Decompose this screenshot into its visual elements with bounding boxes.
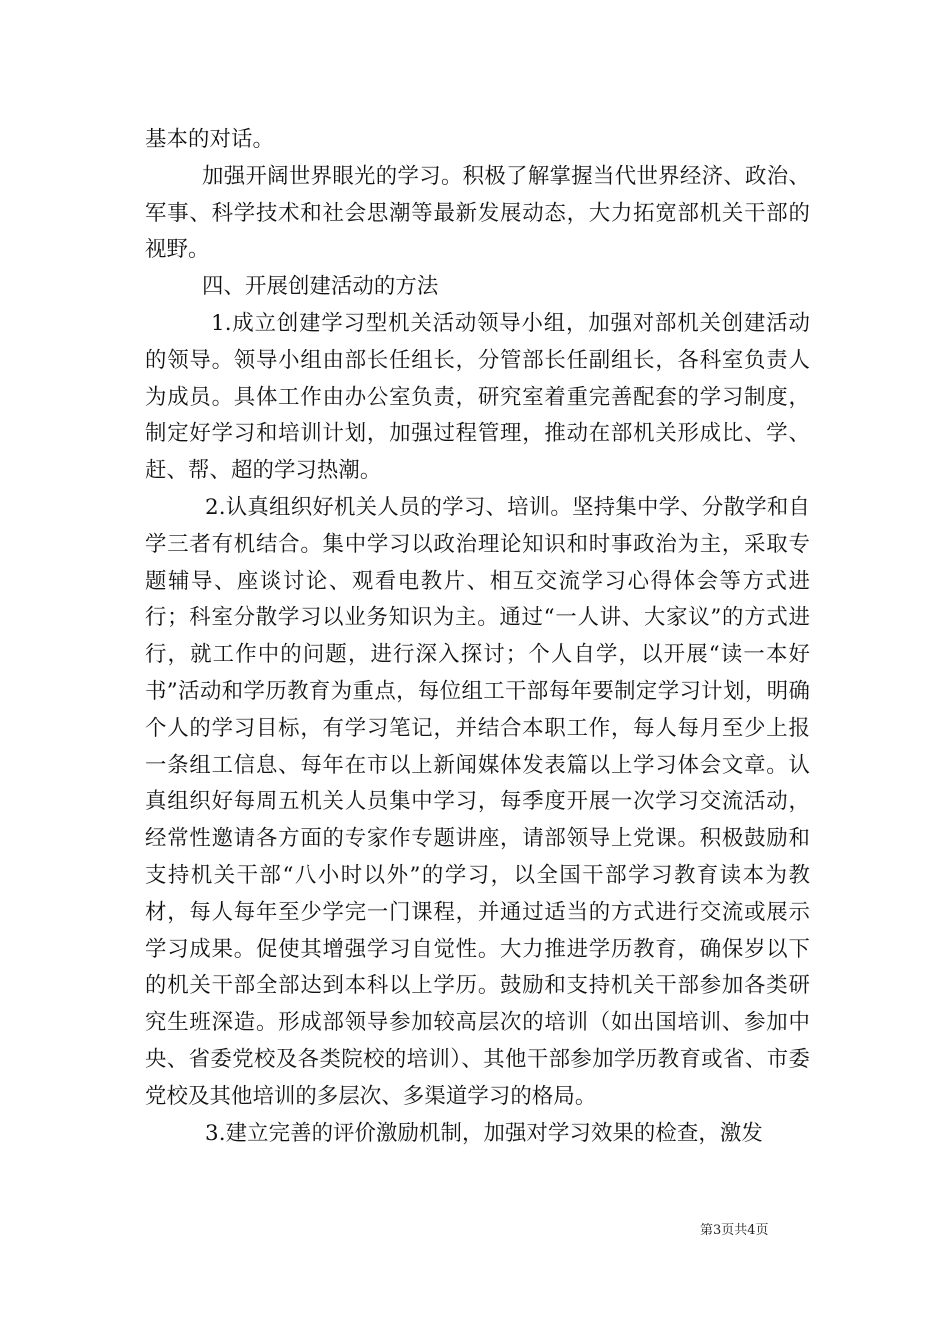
paragraph-continuation: 基本的对话。 [145,127,274,152]
page-number-footer: 第3页共4页 [700,1223,769,1238]
paragraph-item-3: 3.建立完善的评价激励机制，加强对学习效果的检查，激发 [205,1120,763,1146]
paragraph-item-2: 2.认真组织好机关人员的学习、培训。坚持集中学、分散学和自学三者有机结合。集中学习以政治理论知识和时事政治为主，采取专题辅导、座谈讨论、观看电教片、相互交流学习心得体会等方式进行；科室分散学习以业务知识为主。通过“一人讲、大家议”的方式进行，就工作中的问题，进行深入探讨；个人自学，以开展“读一本好书”活动和学历教育为重点，每位组工干部每年要制定学习计划，明确个人的学习目标，有学习笔记，并结合本职工作，每人每月至少上报一条组工信息、每年在市以上新闻媒体发表篇以上学习体会文章。认真组织好每周五机关人员集中学习，每季度开展一次学习交流活动，经常性邀请各方面的专家作专题讲座，请部领导上党课。积极鼓励和支持机关干部“八小时以外”的学习，以全国干部学习教育读本为教材，每人每年至少学完一门课程，并通过适当的方式进行交流或展示学习成果。促使其增强学习自觉性。大力推进学历教育，确保岁以下的机关干部全部达到本科以上学历。鼓励和支持机关干部参加各类研究生班深造。形成部领导参加较高层次的培训（如出国培训、参加中央、省委党校及各类院校的培训）、其他干部参加学历教育或省、市委党校及其他培训的多层次、多渠道学习的格局。 [145,494,810,1109]
section-heading-methods: 四、开展创建活动的方法 [202,274,439,300]
paragraph-global-vision: 加强开阔世界眼光的学习。积极了解掌握当代世界经济、政治、军事、科学技术和社会思潮等最新发展动态，大力拓宽部机关干部的视野。 [145,163,810,263]
paragraph-item-1: 1.成立创建学习型机关活动领导小组，加强对部机关创建活动的领导。领导小组由部长任组长，分管部长任副组长，各科室负责人为成员。具体工作由办公室负责，研究室着重完善配套的学习制度，制定好学习和培训计划，加强过程管理，推动在部机关形成比、学、赶、帮、超的学习热潮。 [145,310,810,484]
document-body [145,122,810,1152]
